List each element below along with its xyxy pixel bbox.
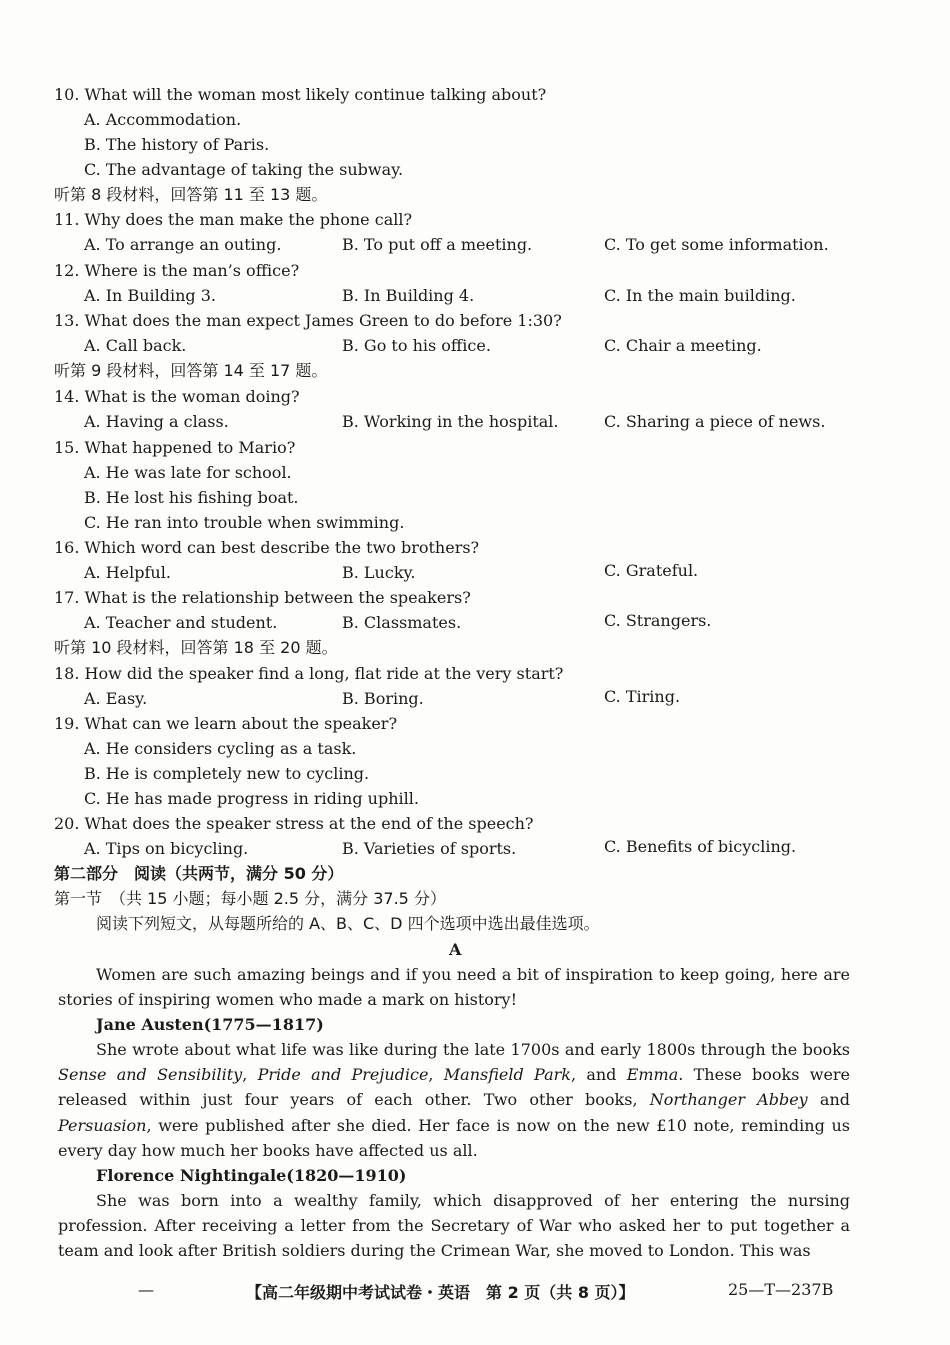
q11-option-a: A. To arrange an outing. bbox=[84, 235, 282, 254]
q15-option-c: C. He ran into trouble when swimming. bbox=[84, 513, 405, 532]
q10-option-a: A. Accommodation. bbox=[84, 110, 242, 129]
q12-option-c: C. In the main building. bbox=[604, 286, 796, 305]
footer-dash: — bbox=[138, 1280, 154, 1299]
question-16: 16. Which word can best describe the two brothers? bbox=[54, 538, 480, 557]
q14-option-a: A. Having a class. bbox=[84, 412, 229, 431]
question-18: 18. How did the speaker find a long, flat ride at the very start? bbox=[54, 664, 564, 683]
book-title: Sense and Sensibility bbox=[58, 1065, 243, 1085]
q18-option-b: B. Boring. bbox=[342, 689, 424, 708]
q13-option-a: A. Call back. bbox=[84, 336, 187, 355]
q17-option-c: C. Strangers. bbox=[604, 611, 712, 630]
book-title: Pride and Prejudice bbox=[257, 1065, 429, 1085]
q19-option-c: C. He has made progress in riding uphill. bbox=[84, 789, 419, 808]
question-17: 17. What is the relationship between the speakers? bbox=[54, 588, 471, 607]
book-title: Persuasion bbox=[58, 1115, 147, 1135]
question-13: 13. What does the man expect James Green to do before 1:30? bbox=[54, 311, 562, 330]
q13-option-b: B. Go to his office. bbox=[342, 336, 491, 355]
book-title: Emma bbox=[626, 1065, 679, 1085]
q10-option-c: C. The advantage of taking the subway. bbox=[84, 160, 404, 179]
q18-option-c: C. Tiring. bbox=[604, 687, 681, 706]
q14-option-b: B. Working in the hospital. bbox=[342, 412, 559, 431]
q13-option-c: C. Chair a meeting. bbox=[604, 336, 762, 355]
part-2-section-1-heading: 第一节 （共 15 小题；每小题 2.5 分，满分 37.5 分） bbox=[54, 889, 446, 908]
question-19: 19. What can we learn about the speaker? bbox=[54, 714, 398, 733]
q20-option-b: B. Varieties of sports. bbox=[342, 839, 517, 858]
q18-option-a: A. Easy. bbox=[84, 689, 148, 708]
question-15: 15. What happened to Mario? bbox=[54, 438, 296, 457]
q16-option-b: B. Lucky. bbox=[342, 563, 416, 582]
q19-option-b: B. He is completely new to cycling. bbox=[84, 764, 370, 783]
q20-option-c: C. Benefits of bicycling. bbox=[604, 837, 797, 856]
footer-code: 25—T—237B bbox=[728, 1280, 834, 1299]
question-11: 11. Why does the man make the phone call? bbox=[54, 210, 413, 229]
passage-intro: Women are such amazing beings and if you need a bit of inspiration to keep going, here are stories of inspiring women who made a mark on history! bbox=[58, 965, 850, 1010]
q17-option-a: A. Teacher and student. bbox=[84, 613, 278, 632]
question-14: 14. What is the woman doing? bbox=[54, 387, 300, 406]
q12-option-a: A. In Building 3. bbox=[84, 286, 216, 305]
book-title: Mansfield Park bbox=[443, 1065, 571, 1085]
passage-label: A bbox=[449, 940, 462, 959]
q17-option-b: B. Classmates. bbox=[342, 613, 462, 632]
austen-paragraph: She wrote about what life was like during the late 1700s and early 1800s through the books Sense and Sensibility, Pride and Prejudice, Mansfield Park, and Emma. These books were released within just four years of each other. Two other books, Northanger Abbey and Persuasion, were published after she died. Her face is now on the new £10 note, reminding us every day how much her books have affected us all. bbox=[58, 1040, 851, 1160]
austen-heading: Jane Austen(1775—1817) bbox=[96, 1015, 324, 1034]
question-20: 20. What does the speaker stress at the end of the speech? bbox=[54, 814, 534, 833]
q11-option-b: B. To put off a meeting. bbox=[342, 235, 533, 254]
q10-option-b: B. The history of Paris. bbox=[84, 135, 270, 154]
section-9-heading: 听第 9 段材料，回答第 14 至 17 题。 bbox=[54, 361, 328, 380]
question-12: 12. Where is the man’s office? bbox=[54, 261, 300, 280]
reading-instruction: 阅读下列短文，从每题所给的 A、B、C、D 四个选项中选出最佳选项。 bbox=[96, 914, 600, 933]
nightingale-heading: Florence Nightingale(1820—1910) bbox=[96, 1166, 407, 1185]
q12-option-b: B. In Building 4. bbox=[342, 286, 475, 305]
q15-option-b: B. He lost his fishing boat. bbox=[84, 488, 299, 507]
book-title: Northanger Abbey bbox=[649, 1090, 808, 1110]
part-2-heading: 第二部分 阅读（共两节，满分 50 分） bbox=[54, 864, 344, 883]
footer-title: 【高二年级期中考试试卷・英语 第 2 页（共 8 页）】 bbox=[246, 1283, 635, 1302]
question-10: 10. What will the woman most likely continue talking about? bbox=[54, 85, 547, 104]
q16-option-a: A. Helpful. bbox=[84, 563, 171, 582]
q20-option-a: A. Tips on bicycling. bbox=[84, 839, 249, 858]
nightingale-paragraph: She was born into a wealthy family, which disapproved of her entering the nursing profession. After receiving a letter from the Secretary of War who asked her to put together a team and look after British soldiers during the Crimean War, she moved to London. This was bbox=[58, 1191, 850, 1261]
section-8-heading: 听第 8 段材料，回答第 11 至 13 题。 bbox=[54, 185, 328, 204]
q14-option-c: C. Sharing a piece of news. bbox=[604, 412, 826, 431]
q15-option-a: A. He was late for school. bbox=[84, 463, 292, 482]
q11-option-c: C. To get some information. bbox=[604, 235, 829, 254]
section-10-heading: 听第 10 段材料，回答第 18 至 20 题。 bbox=[54, 638, 338, 657]
q19-option-a: A. He considers cycling as a task. bbox=[84, 739, 357, 758]
q16-option-c: C. Grateful. bbox=[604, 561, 699, 580]
